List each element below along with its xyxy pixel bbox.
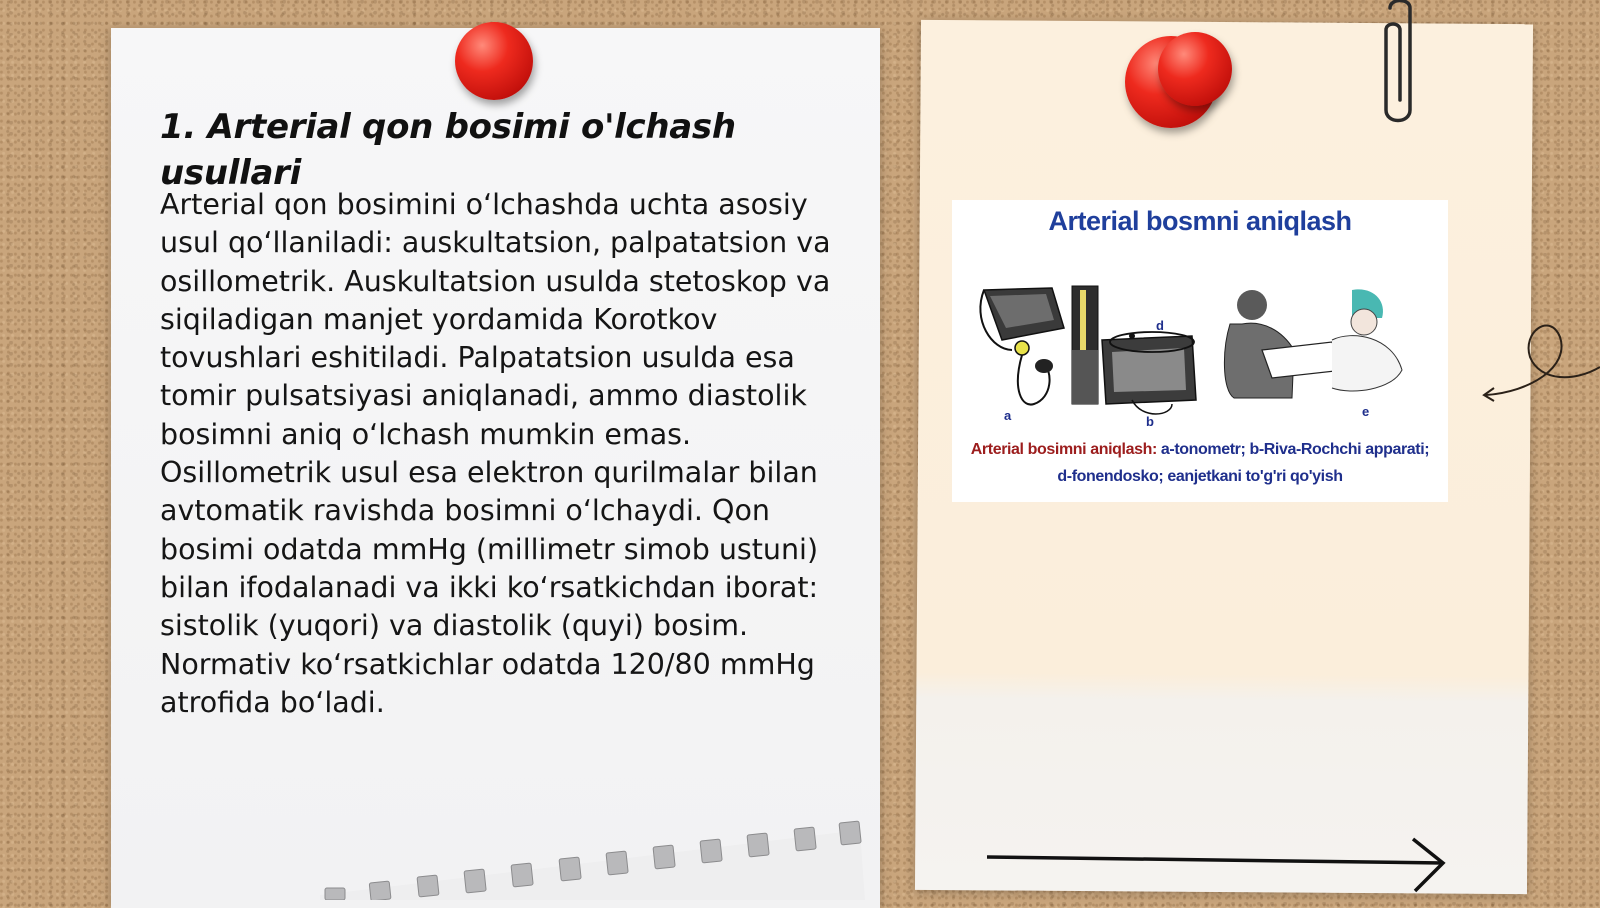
figure-label-d: d bbox=[1156, 318, 1164, 333]
figure-label-b: b bbox=[1146, 414, 1154, 429]
section-body-text: Arterial qon bosimini oʻlchashda uchta asosiy usul qoʻllaniladi: auskultatsion, palpatatsion va osillometrik. Auskultatsion usulda stetoskop va siqiladigan manjet yordamida Korotkov tovushlari eshitiladi. Palpatatsion usulda esa tomir pulsatsiyasi aniqlanadi, ammo diastolik bosimni aniq oʻlchash mumkin emas. Osillometrik usul esa elektron qurilmalar bilan avtomatik ravishda bosimni oʻlchaydi. Qon bosimi odatda mmHg (millimetr simob ustuni) bilan ifodalanadi va ikki koʻrsatkichdan iborat: sistolik (yuqori) va diastolik (quyi) bosim. Normativ koʻrsatkichlar odatda 120/80 mmHg atrofida boʻladi. bbox=[160, 188, 831, 719]
tonometer-illustration bbox=[980, 288, 1064, 405]
figure-title: Arterial bosmni aniqlash bbox=[1048, 206, 1352, 236]
paper-clip-icon bbox=[1378, 0, 1418, 125]
blood-pressure-figure bbox=[952, 200, 1448, 502]
figure-label-e: e bbox=[1362, 404, 1370, 419]
figure-caption-lead: Arterial bosimni aniqlash: bbox=[970, 441, 1157, 458]
torn-edge-decoration bbox=[320, 800, 880, 900]
figure-caption-line1: a-tonometr; b-Riva-Rochchi apparati; bbox=[1160, 441, 1430, 458]
red-pushpin-icon bbox=[1158, 32, 1232, 106]
section-heading: 1. Arterial qon bosimi o'lchash usullari bbox=[160, 107, 736, 193]
doctor-patient-illustration bbox=[1224, 289, 1402, 398]
red-pushpin-icon bbox=[455, 22, 533, 100]
figure-label-a: a bbox=[1004, 408, 1012, 423]
long-right-arrow-icon bbox=[985, 835, 1450, 895]
figure-caption-line2: d-fonendosko; eanjetkani to'g'ri qo'yish bbox=[1057, 468, 1343, 485]
curly-arrow-icon bbox=[1480, 312, 1600, 407]
figure-caption bbox=[952, 436, 1448, 490]
